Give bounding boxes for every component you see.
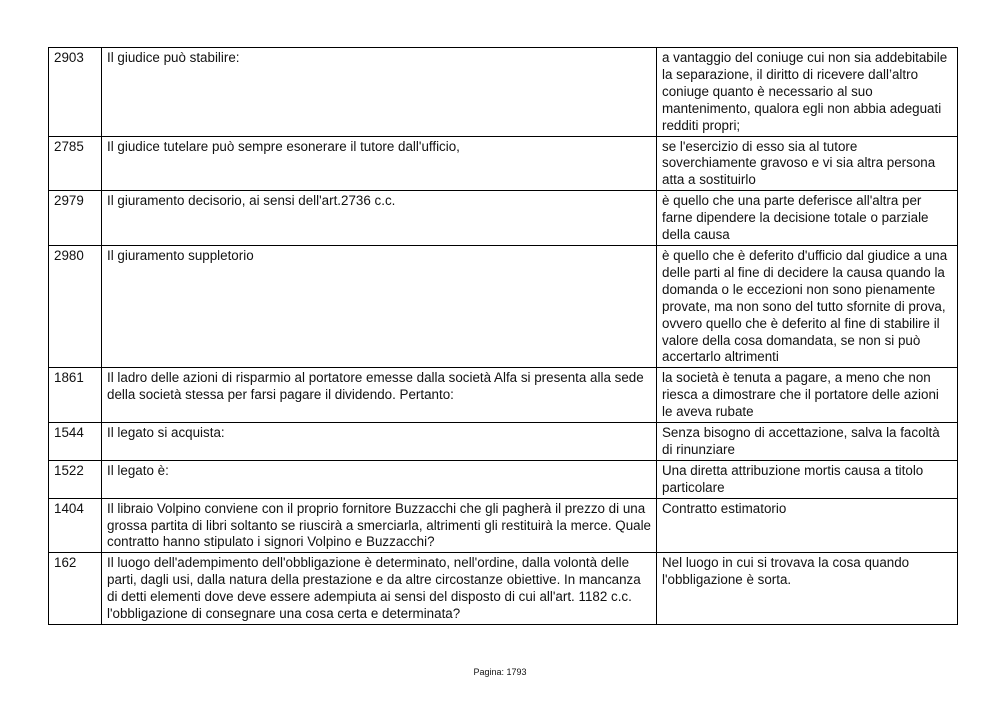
question-number: 1861 (49, 368, 102, 423)
table-row (49, 48, 958, 137)
question-text: Il luogo dell'adempimento dell'obbligazione è determinato, nell'ordine, dalla volontà delle parti, dagli usi, dalla natura della prestazione e da altre circostanze obiettive. In mancanza di detti elementi dove deve essere adempiuta ai sensi del disposto di cui all'art. 1182 c.c. l'obbligazione di consegnare una cosa certa e determinata? (102, 553, 657, 625)
question-text: Il giudice può stabilire: (102, 48, 657, 137)
question-number: 2979 (49, 191, 102, 246)
question-text: Il libraio Volpino conviene con il proprio fornitore Buzzacchi che gli pagherà il prezzo di una grossa partita di libri soltanto se riuscirà a smerciarla, altrimenti gli restituirà la merce. Quale contratto hanno stipulato i signori Volpino e Buzzacchi? (102, 498, 657, 553)
question-number: 1404 (49, 498, 102, 553)
question-text: Il ladro delle azioni di risparmio al portatore emesse dalla società Alfa si presenta alla sede della società stessa per farsi pagare il dividendo. Pertanto: (102, 368, 657, 423)
answer-text: la società è tenuta a pagare, a meno che non riesca a dimostrare che il portatore delle azioni le aveva rubate (657, 368, 958, 423)
question-text: Il giuramento decisorio, ai sensi dell'art.2736 c.c. (102, 191, 657, 246)
question-number: 1544 (49, 423, 102, 461)
table-row (49, 423, 958, 461)
answer-text: Una diretta attribuzione mortis causa a titolo particolare (657, 460, 958, 498)
question-text: Il legato è: (102, 460, 657, 498)
table-row (49, 553, 958, 625)
page-number: Pagina: 1793 (473, 667, 527, 677)
question-number: 162 (49, 553, 102, 625)
question-text: Il giuramento suppletorio (102, 245, 657, 367)
answer-text: se l'esercizio di esso sia al tutore soverchiamente gravoso e vi sia altra persona atta a sostituirlo (657, 136, 958, 191)
answer-text: a vantaggio del coniuge cui non sia addebitabile la separazione, il diritto di ricevere dall’altro coniuge quanto è necessario al suo mantenimento, qualora egli non abbia adeguati redditi propri; (657, 48, 958, 137)
answer-text: è quello che una parte deferisce all'altra per farne dipendere la decisione totale o parziale della causa (657, 191, 958, 246)
question-number: 2785 (49, 136, 102, 191)
table-row (49, 136, 958, 191)
table-row (49, 498, 958, 553)
answer-text: è quello che è deferito d'ufficio dal giudice a una delle parti al fine di decidere la causa quando la domanda o le eccezioni non sono pienamente provate, ma non sono del tutto sfornite di prova, ovvero quello che è deferito al fine di stabilire il valore della cosa domandata, se non si può accertarlo altrimenti (657, 245, 958, 367)
question-table (48, 47, 958, 625)
question-number: 1522 (49, 460, 102, 498)
answer-text: Senza bisogno di accettazione, salva la facoltà di rinunziare (657, 423, 958, 461)
question-number: 2903 (49, 48, 102, 137)
question-text: Il legato si acquista: (102, 423, 657, 461)
table-row (49, 368, 958, 423)
question-text: Il giudice tutelare può sempre esonerare il tutore dall'ufficio, (102, 136, 657, 191)
answer-text: Nel luogo in cui si trovava la cosa quando l'obbligazione è sorta. (657, 553, 958, 625)
table-row (49, 460, 958, 498)
answer-text: Contratto estimatorio (657, 498, 958, 553)
table-row (49, 245, 958, 367)
table-row (49, 191, 958, 246)
question-number: 2980 (49, 245, 102, 367)
